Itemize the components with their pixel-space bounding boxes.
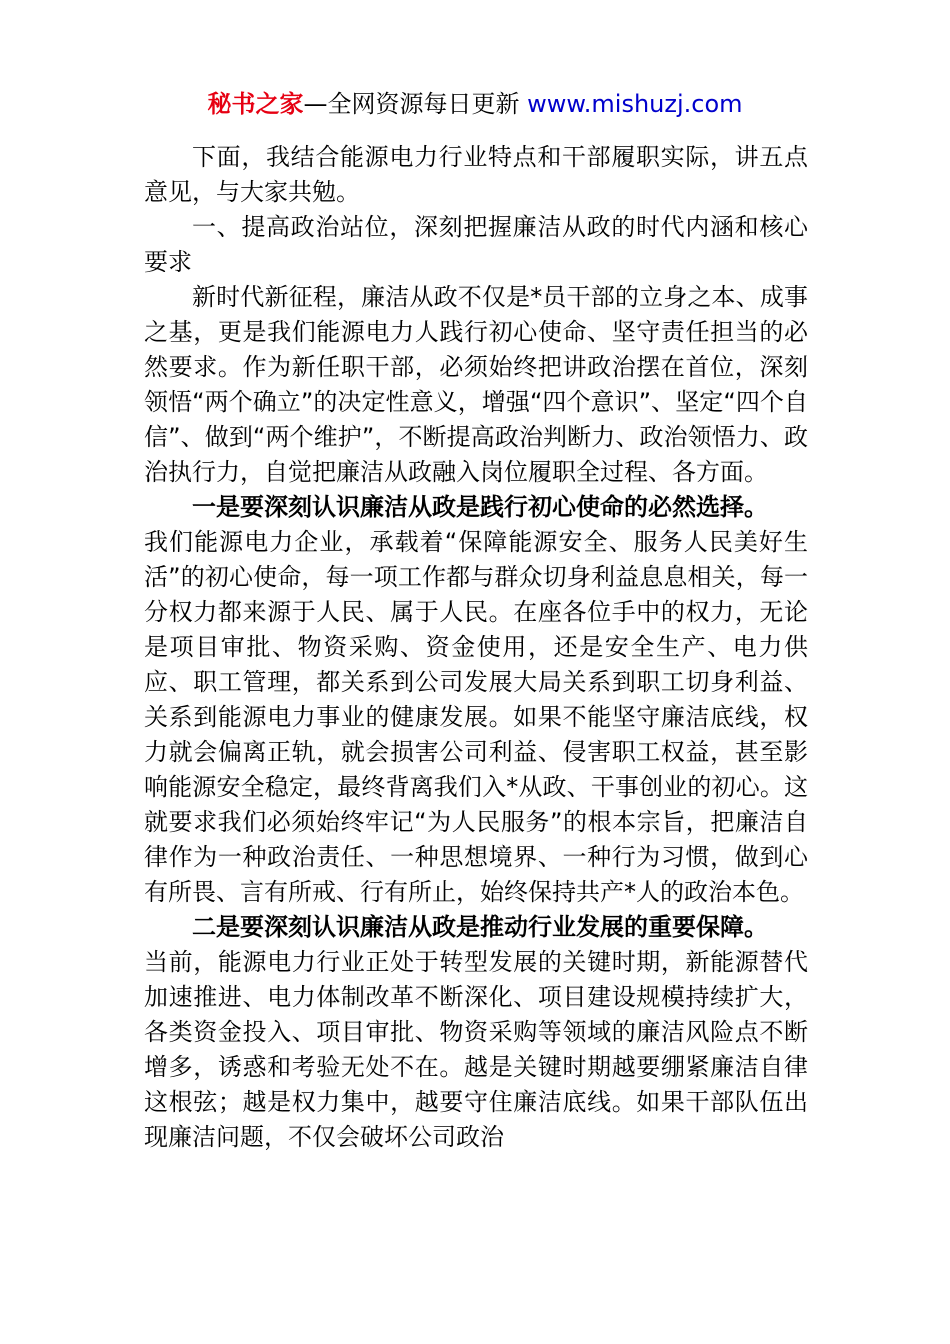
document-body	[144, 140, 808, 1155]
brand-name: 秘书之家	[207, 90, 304, 118]
subheading-point-2: 二是要深刻认识廉洁从政是推动行业发展的重要保障。	[192, 913, 768, 941]
header-tagline: —全网资源每日更新	[303, 90, 520, 118]
paragraph-section-1: 新时代新征程，廉洁从政不仅是*员干部的立身之本、成事之基，更是我们能源电力人践行初心使命、坚守责任担当的必然要求。作为新任职干部，必须始终把讲政治摆在首位，深刻领悟“两个确立”的决定性意义，增强“四个意识”、坚定“四个自信”、做到“两个维护”，不断提高政治判断力、政治领悟力、政治执行力，自觉把廉洁从政融入岗位履职全过程、各方面。	[144, 283, 808, 486]
subheading-point-1: 一是要深刻认识廉洁从政是践行初心使命的必然选择。	[192, 493, 768, 521]
paragraph-point-1: 我们能源电力企业，承载着“保障能源安全、服务人民美好生活”的初心使命，每一项工作都与群众切身利益息息相关，每一分权力都来源于人民、属于人民。在座各位手中的权力，无论是项目审批、物资采购、资金使用，还是安全生产、电力供应、职工管理，都关系到公司发展大局关系到职工切身利益、关系到能源电力事业的健康发展。如果不能坚守廉洁底线，权力就会偏离正轨，就会损害公司利益、侵害职工权益，甚至影响能源安全稳定，最终背离我们入*从政、干事创业的初心。这就要求我们必须始终牢记“为人民服务”的根本宗旨，把廉洁自律作为一种政治责任、一种思想境界、一种行为习惯，做到心有所畏、言有所戒、行有所止，始终保持共产*人的政治本色。	[144, 528, 808, 906]
page-header	[0, 86, 950, 122]
paragraph-point-2: 当前，能源电力行业正处于转型发展的关键时期，新能源替代加速推进、电力体制改革不断深化、项目建设规模持续扩大，各类资金投入、项目审批、物资采购等领域的廉洁风险点不断增多，诱惑和考验无处不在。越是关键时期越要绷紧廉洁自律这根弦；越是权力集中，越要守住廉洁底线。如果干部队伍出现廉洁问题，不仅会破坏公司政治	[144, 948, 808, 1151]
paragraph-intro: 下面，我结合能源电力行业特点和干部履职实际，讲五点意见，与大家共勉。	[144, 143, 808, 206]
section-heading-1: 一、提高政治站位，深刻把握廉洁从政的时代内涵和核心要求	[144, 213, 808, 276]
website-link[interactable]: www.mishuzj.com	[527, 90, 743, 118]
